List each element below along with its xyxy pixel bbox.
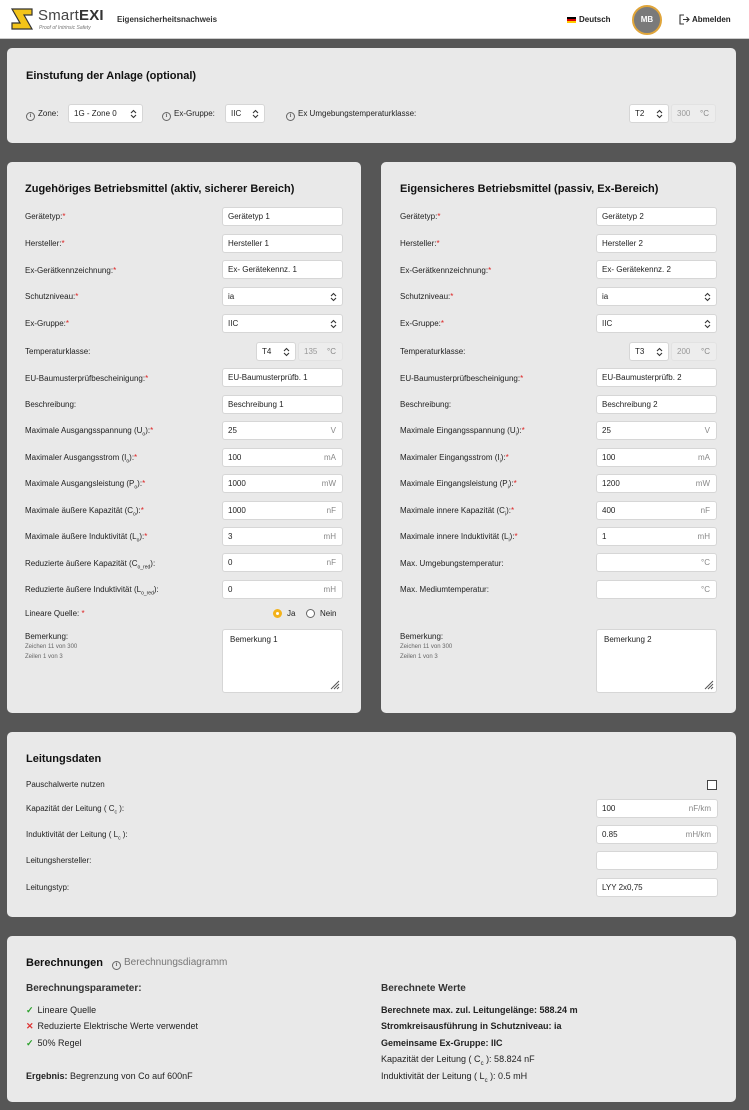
remark-textarea[interactable]: Bemerkung 1 bbox=[222, 629, 343, 693]
logo-text: SmartEXI bbox=[38, 7, 104, 24]
capacitance-input[interactable]: 1000 nF bbox=[222, 501, 343, 520]
logout-icon bbox=[679, 14, 690, 25]
info-icon: i bbox=[112, 961, 121, 970]
chevron-updown-icon bbox=[704, 292, 711, 302]
result: Ergebnis: Begrenzung von Co auf 600nF bbox=[26, 1071, 193, 1081]
linear-no-radio[interactable] bbox=[306, 609, 315, 618]
classification-title: Einstufung der Anlage (optional) bbox=[26, 70, 197, 82]
voltage-input[interactable]: 25 V bbox=[222, 421, 343, 440]
zone-select[interactable]: 1G - Zone 0 bbox=[68, 104, 143, 123]
ex-group-select[interactable]: IIC bbox=[222, 314, 343, 333]
associated-title: Zugehöriges Betriebsmittel (aktiv, sicherer Bereich) bbox=[25, 183, 295, 195]
voltage-input[interactable]: 25 V bbox=[596, 421, 717, 440]
info-icon[interactable]: i bbox=[286, 112, 295, 121]
flat-values-label: Pauschalwerte nutzen bbox=[26, 780, 105, 789]
capacitance-input[interactable]: 400 nF bbox=[596, 501, 717, 520]
ex-group-select[interactable]: IIC bbox=[596, 314, 717, 333]
certificate-input[interactable]: EU-Baumusterprüfb. 2 bbox=[596, 368, 717, 387]
power-input[interactable]: 1000 mW bbox=[222, 474, 343, 493]
temp-class-select[interactable]: T3 bbox=[629, 342, 669, 361]
associated-apparatus-card bbox=[7, 162, 361, 713]
description-label: Beschreibung: bbox=[400, 400, 452, 409]
ex-marking-label: Ex-Gerätkennzeichnung:* bbox=[25, 266, 117, 275]
ambient-temp-label: Max. Umgebungstemperatur: bbox=[400, 559, 504, 568]
zone-label: i Zone: bbox=[26, 109, 58, 121]
protection-select[interactable]: ia bbox=[596, 287, 717, 306]
cable-type-label: Leitungstyp: bbox=[26, 883, 70, 892]
logout-button[interactable]: Abmelden bbox=[679, 14, 731, 25]
line-count: Zeilen 1 von 3 bbox=[400, 654, 438, 660]
calc-cable-length: Berechnete max. zul. Leitungelänge: 588.24 m bbox=[381, 1005, 578, 1015]
linear-yes-radio[interactable] bbox=[273, 609, 282, 618]
chevron-updown-icon bbox=[252, 109, 259, 119]
certificate-label: EU-Baumusterprüfbescheinigung:* bbox=[25, 374, 149, 383]
device-type-label: Gerätetyp:* bbox=[25, 212, 66, 221]
language-selector[interactable]: Deutsch bbox=[567, 15, 611, 24]
linear-source-label: Lineare Quelle: * bbox=[25, 609, 85, 618]
check-icon: ✓ bbox=[26, 1038, 34, 1048]
linear-no-label: Nein bbox=[320, 609, 337, 618]
chevron-updown-icon bbox=[330, 292, 337, 302]
manufacturer-label: Hersteller:* bbox=[400, 239, 440, 248]
chevron-updown-icon bbox=[656, 347, 663, 357]
description-input[interactable]: Beschreibung 2 bbox=[596, 395, 717, 414]
cable-capacitance-label: Kapazität der Leitung ( $C_c$ ): bbox=[26, 804, 125, 816]
diagram-link[interactable]: i Berechnungsdiagramm bbox=[112, 957, 227, 970]
current-input[interactable]: 100 mA bbox=[222, 448, 343, 467]
param-reduced-values: ✕ Reduzierte Elektrische Werte verwendet bbox=[26, 1021, 198, 1031]
calculation-card bbox=[7, 936, 736, 1102]
remark-label: Bemerkung: bbox=[25, 632, 69, 641]
resize-grip-icon[interactable] bbox=[702, 678, 714, 690]
cross-icon: ✕ bbox=[26, 1021, 34, 1031]
description-input[interactable]: Beschreibung 1 bbox=[222, 395, 343, 414]
calc-cable-capacitance: Kapazität der Leitung ( $C_c$ ): 58.824 nF bbox=[381, 1054, 535, 1067]
temp-value: 200 °C bbox=[671, 342, 717, 361]
resize-grip-icon[interactable] bbox=[328, 678, 340, 690]
remark-label: Bemerkung: bbox=[400, 632, 444, 641]
cable-capacitance-input[interactable]: 100 nF/km bbox=[596, 799, 718, 818]
classification-card bbox=[7, 48, 736, 143]
manufacturer-label: Hersteller:* bbox=[25, 239, 65, 248]
ex-marking-label: Ex-Gerätkennzeichnung:* bbox=[400, 266, 492, 275]
cable-maker-input[interactable] bbox=[596, 851, 718, 870]
logo-tagline: Proof of Intrinsic Safety bbox=[39, 25, 91, 31]
param-50-rule: ✓ 50% Regel bbox=[26, 1038, 82, 1048]
inductance-input[interactable]: 1 mH bbox=[596, 527, 717, 546]
reduced-capacitance-label: Reduzierte äußere Kapazität $(C_{o\_red})$: bbox=[25, 559, 156, 571]
reduced-inductance-label: Reduzierte äußere Induktivität $(L_{o\_red})$: bbox=[25, 585, 159, 597]
manufacturer-input[interactable]: Hersteller 2 bbox=[596, 234, 717, 253]
info-icon[interactable]: i bbox=[26, 112, 35, 121]
intrinsic-title: Eigensicheres Betriebsmittel (passiv, Ex-Bereich) bbox=[400, 183, 659, 195]
cable-maker-label: Leitungshersteller: bbox=[26, 856, 92, 865]
power-label: Maximale Ausgangsleistung $(P_o):*$ bbox=[25, 479, 146, 491]
description-label: Beschreibung: bbox=[25, 400, 77, 409]
temp-class-label: Temperaturklasse: bbox=[400, 347, 466, 356]
cable-data-card bbox=[7, 732, 736, 917]
avatar[interactable]: MB bbox=[632, 5, 662, 35]
info-icon[interactable]: i bbox=[162, 112, 171, 121]
ex-group-label: Ex-Gruppe:* bbox=[400, 319, 445, 328]
ex-marking-input[interactable]: Ex- Gerätekennz. 2 bbox=[596, 260, 717, 279]
intrinsic-apparatus-card bbox=[381, 162, 736, 713]
params-title: Berechnungsparameter: bbox=[26, 983, 142, 994]
calc-cable-inductance: Induktivität der Leitung ( $L_c$ ): 0.5 mH bbox=[381, 1071, 528, 1084]
voltage-label: Maximale Ausgangsspannung $(U_o):*$ bbox=[25, 426, 154, 438]
calc-common-group: Gemeinsame Ex-Gruppe: IIC bbox=[381, 1038, 503, 1048]
reduced-inductance-input[interactable]: 0 mH bbox=[222, 580, 343, 599]
char-count: Zeichen 11 von 300 bbox=[400, 644, 453, 650]
cable-inductance-label: Induktivität der Leitung ( $L_c$ ): bbox=[26, 830, 128, 842]
remark-textarea[interactable]: Bemerkung 2 bbox=[596, 629, 717, 693]
app-title: Eigensicherheitsnachweis bbox=[117, 15, 218, 24]
chevron-updown-icon bbox=[130, 109, 137, 119]
check-icon: ✓ bbox=[26, 1005, 34, 1015]
capacitance-label: Maximale innere Kapazität $(C_i):*$ bbox=[400, 506, 515, 518]
temp-class-select[interactable]: T4 bbox=[256, 342, 296, 361]
chevron-updown-icon bbox=[330, 319, 337, 329]
protection-label: Schutzniveau:* bbox=[400, 292, 454, 301]
ex-group-label: Ex-Gruppe:* bbox=[25, 319, 70, 328]
ambient-temp-value: 300 °C bbox=[671, 104, 716, 123]
group-select[interactable]: IIC bbox=[225, 104, 265, 123]
logo-icon[interactable] bbox=[8, 5, 36, 33]
capacitance-label: Maximale äußere Kapazität $(C_o):*$ bbox=[25, 506, 144, 518]
certificate-input[interactable]: EU-Baumusterprüfb. 1 bbox=[222, 368, 343, 387]
certificate-label: EU-Baumusterprüfbescheinigung:* bbox=[400, 374, 524, 383]
power-label: Maximale Eingangsleistung $(P_i):*$ bbox=[400, 479, 517, 491]
values-title: Berechnete Werte bbox=[381, 983, 466, 994]
temp-value: 135 °C bbox=[298, 342, 343, 361]
line-count: Zeilen 1 von 3 bbox=[25, 654, 63, 660]
chevron-updown-icon bbox=[283, 347, 290, 357]
device-type-input[interactable]: Gerätetyp 1 bbox=[222, 207, 343, 226]
chevron-updown-icon bbox=[656, 109, 663, 119]
ambient-temp-input[interactable]: °C bbox=[596, 553, 717, 572]
ambient-temp-class-select[interactable]: T2 bbox=[629, 104, 669, 123]
chevron-updown-icon bbox=[704, 319, 711, 329]
inductance-input[interactable]: 3 mH bbox=[222, 527, 343, 546]
cable-inductance-input[interactable]: 0.85 mH/km bbox=[596, 825, 718, 844]
inductance-label: Maximale innere Induktivität $(L_i):*$ bbox=[400, 532, 518, 544]
ex-marking-input[interactable]: Ex- Gerätekennz. 1 bbox=[222, 260, 343, 279]
ambient-temp-class-label: i Ex Umgebungstemperaturklasse: bbox=[286, 109, 416, 121]
param-linear-source: ✓ Lineare Quelle bbox=[26, 1005, 97, 1015]
medium-temp-label: Max. Mediumtemperatur: bbox=[400, 585, 489, 594]
protection-select[interactable]: ia bbox=[222, 287, 343, 306]
group-label: i Ex-Gruppe: bbox=[162, 109, 215, 121]
voltage-label: Maximale Eingangsspannung $(U_i):*$ bbox=[400, 426, 525, 438]
current-label: Maximaler Eingangsstrom $(I_i):*$ bbox=[400, 453, 509, 465]
temp-class-label: Temperaturklasse: bbox=[25, 347, 91, 356]
medium-temp-input[interactable]: °C bbox=[596, 580, 717, 599]
manufacturer-input[interactable]: Hersteller 1 bbox=[222, 234, 343, 253]
app-header bbox=[0, 0, 749, 39]
calculation-title: Berechnungen bbox=[26, 957, 104, 969]
device-type-input[interactable]: Gerätetyp 2 bbox=[596, 207, 717, 226]
inductance-label: Maximale äußere Induktivität $(L_o):*$ bbox=[25, 532, 148, 544]
linear-yes-label: Ja bbox=[287, 609, 296, 618]
device-type-label: Gerätetyp:* bbox=[400, 212, 441, 221]
flat-values-checkbox[interactable] bbox=[707, 780, 717, 790]
calc-protection-level: Stromkreisausführung in Schutzniveau: ia bbox=[381, 1021, 562, 1031]
reduced-capacitance-input[interactable]: 0 nF bbox=[222, 553, 343, 572]
cable-title: Leitungsdaten bbox=[26, 753, 102, 765]
power-input[interactable]: 1200 mW bbox=[596, 474, 717, 493]
current-label: Maximaler Ausgangsstrom $(I_o):*$ bbox=[25, 453, 138, 465]
protection-label: Schutzniveau:* bbox=[25, 292, 79, 301]
current-input[interactable]: 100 mA bbox=[596, 448, 717, 467]
cable-type-input[interactable]: LYY 2x0,75 bbox=[596, 878, 718, 897]
char-count: Zeichen 11 von 300 bbox=[25, 644, 78, 650]
german-flag-icon bbox=[567, 17, 576, 23]
